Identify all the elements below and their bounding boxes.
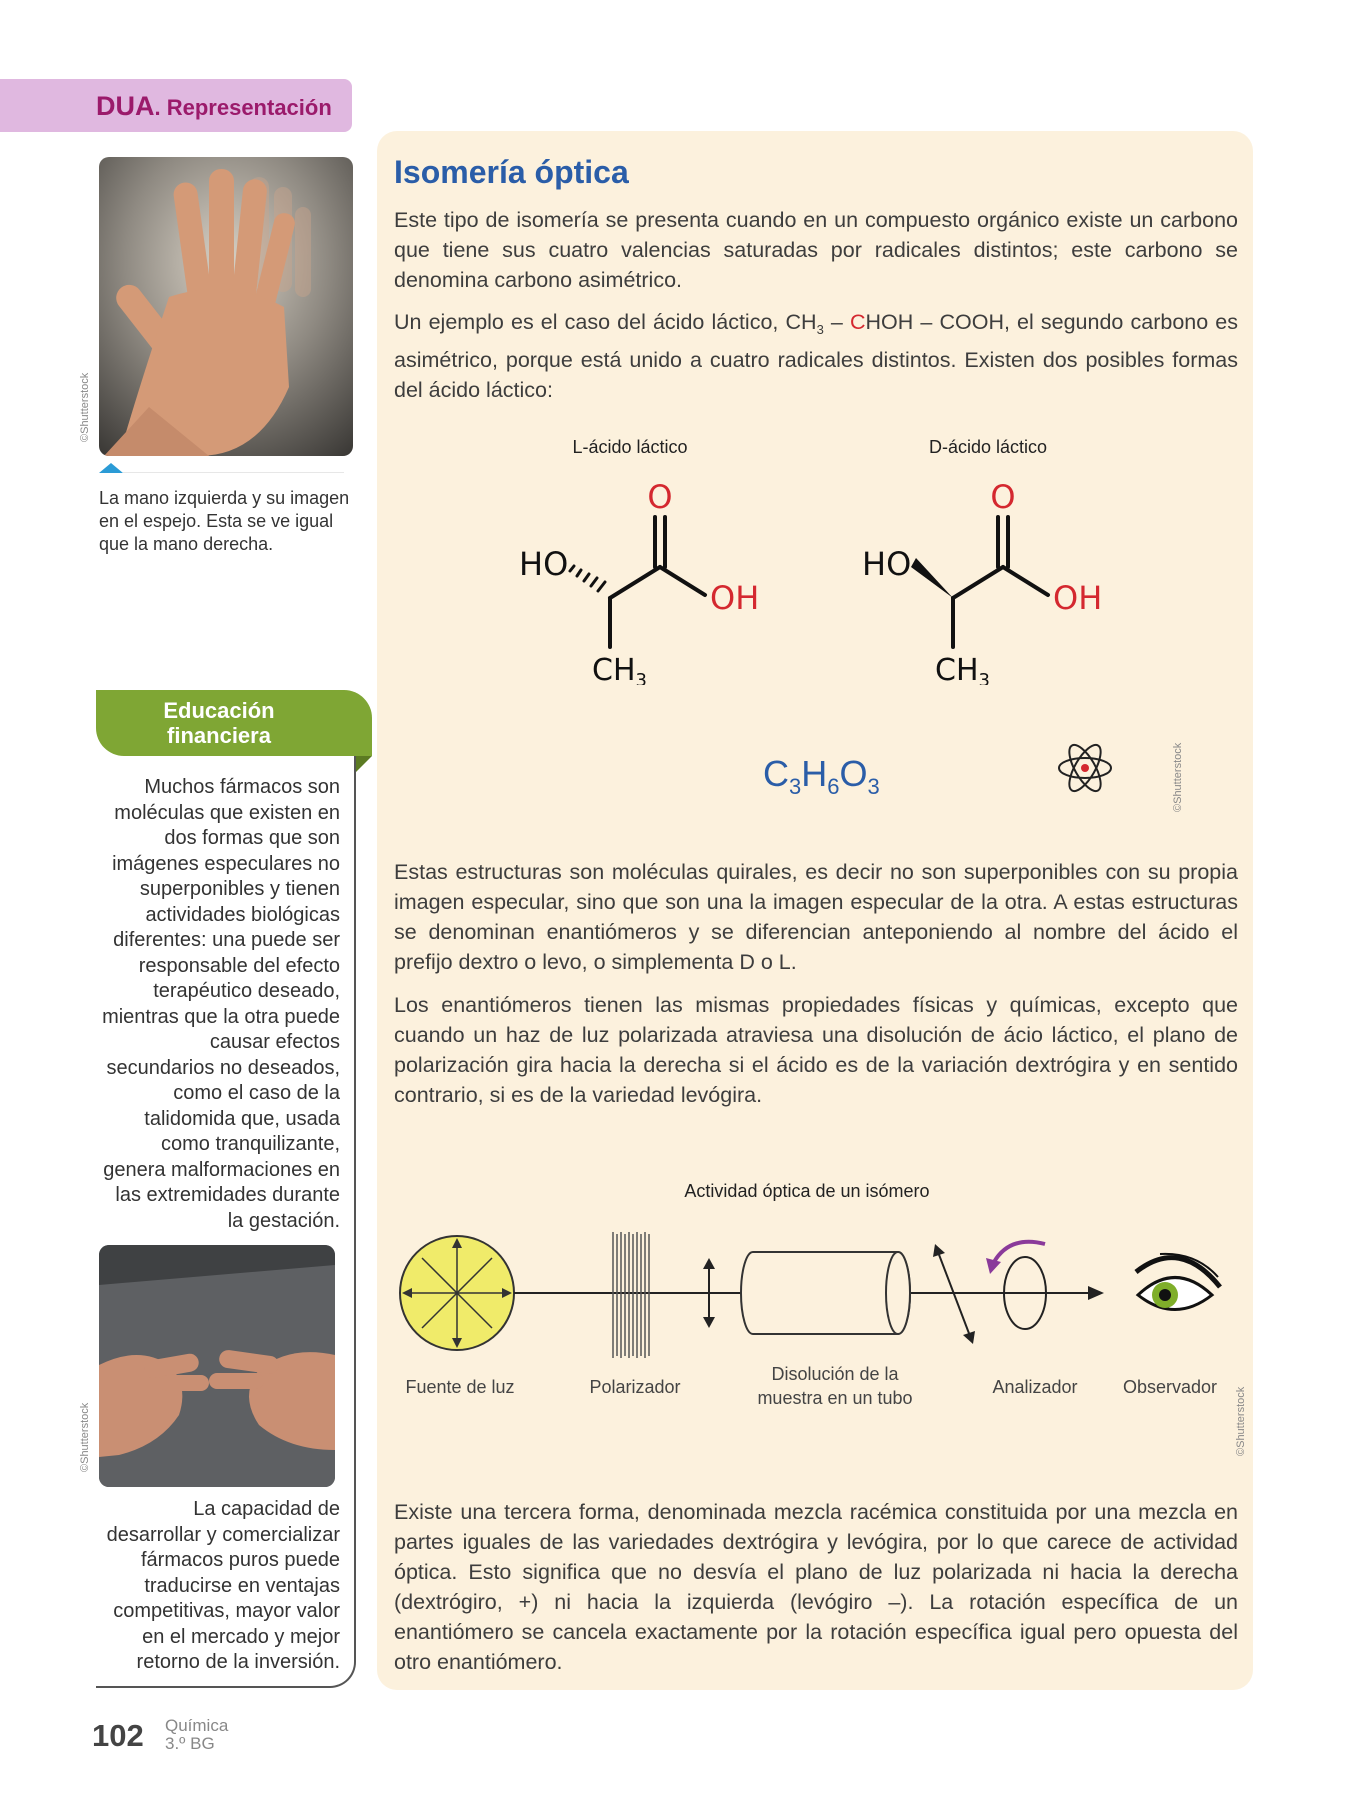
analyzer-icon	[986, 1242, 1046, 1329]
atom-credit: ©Shutterstock	[1172, 742, 1184, 812]
photo-credit-top: ©Shutterstock	[79, 372, 91, 442]
d-ho-label: HO	[862, 545, 912, 583]
photo-credit-bottom: ©Shutterstock	[79, 1402, 91, 1472]
label-tube-line2: muestra en un tubo	[757, 1388, 913, 1408]
braille-hands-photo	[99, 1245, 335, 1487]
polarizer-icon	[613, 1232, 649, 1358]
education-text-2: La capacidad de desarrollar y comercializar fármacos puros puede traducirse en ventajas competitivas, mayor valor en el mercado y mejor retorno de la inversión.	[106, 1498, 340, 1673]
diagram-title: Actividad óptica de un isómero	[684, 1181, 930, 1201]
label-polarizer: Polarizador	[589, 1377, 681, 1397]
l-lactic-structure	[510, 475, 770, 685]
label-light-source: Fuente de luz	[405, 1377, 515, 1397]
example-text-b: –	[823, 310, 850, 334]
education-tab	[96, 690, 372, 756]
dua-label-rest: . Representación	[154, 95, 332, 120]
l-lactic-label: L-ácido láctico	[572, 437, 688, 457]
mirror-hand-photo	[99, 157, 353, 456]
example-text-a: Un ejemplo es el caso del ácido láctico, CH	[394, 310, 817, 334]
d-lactic-label: D-ácido láctico	[928, 437, 1048, 457]
caption-pointer-icon	[99, 461, 359, 473]
paragraph-racemic: Existe una tercera forma, denominada mezcla racémica constituida por una mezcla en partes iguales de las variedades dextrógira y levógira, por lo que carece de actividad óptica. Esto significa que no desvía el plano de luz polarizada ni hacia la derecha (dextrógiro, +) ni hacia la izquierda (levógiro –). La rotación específica de un enantiómero se cancela exactamente por la rotación específica igual pero opuesta del otro enantiómero.	[394, 1500, 1238, 1674]
dua-tab	[0, 79, 352, 132]
d-oxygen-label: O	[990, 478, 1016, 516]
d-methyl-label	[935, 653, 990, 685]
footer-subject-name: Química	[165, 1716, 229, 1735]
l-oxygen-label: O	[647, 478, 673, 516]
tab-fold-icon	[356, 756, 372, 772]
l-methyl-label	[592, 653, 647, 685]
d-ch-text: CH	[935, 653, 979, 685]
footer-subject	[165, 1717, 228, 1753]
label-tube	[730, 1362, 940, 1410]
paragraph-example	[394, 307, 1238, 405]
sample-tube-icon	[741, 1252, 910, 1334]
diagram-credit: ©Shutterstock	[1235, 1386, 1247, 1456]
dua-label-strong: DUA	[96, 91, 155, 121]
molecular-formula	[763, 753, 880, 800]
l-ho-label	[519, 545, 568, 583]
label-analyzer: Analizador	[992, 1377, 1078, 1397]
education-text-1: Muchos fármacos son moléculas que existen en dos formas que son imágenes especulares no superponibles y tienen actividades biológicas diferentes: una puede ser responsable del efecto terapéutico deseado, mientras que la otra puede causar efectos secundarios no deseados, como el caso de la talidomida que, usada como tranquilizante, genera malformaciones en las extremidades durante la gestación.	[102, 776, 340, 1232]
formula-c: C	[763, 753, 789, 794]
l-ho-text: HO	[519, 545, 569, 583]
mirror-hand-caption: La mano izquierda y su imagen en el espejo. Esta se ve igual que la mano derecha.	[99, 488, 350, 554]
light-source-icon	[400, 1236, 514, 1350]
formula-o-count: 3	[867, 774, 880, 800]
l-ch-text: CH	[592, 653, 636, 685]
d-lactic-structure	[853, 475, 1113, 685]
formula-o: O	[839, 753, 868, 794]
l-methyl-sub: 3	[635, 670, 647, 685]
optical-activity-diagram	[390, 1232, 1250, 1362]
l-oh-label: OH	[710, 579, 760, 617]
wedge-bond	[911, 558, 953, 598]
example-text-c: HOH – COOH, el segundo carbono es asimétrico, porque está unido a cuatro radicales distintos. Existen dos posibles formas del ácido láctico:	[394, 310, 1239, 402]
formula-c-count: 3	[789, 774, 802, 800]
paragraph-enantiomers: Los enantiómeros tienen las mismas propiedades físicas y químicas, excepto que cuando un haz de luz polarizada atraviesa una disolución de ácio láctico, el plano de polarización gira hacia la derecha si el ácido es de la variación dextrógira y en sentido contrario, si es de la variedad levógira.	[394, 993, 1238, 1107]
formula-h: H	[801, 753, 828, 794]
section-title: Isomería óptica	[394, 154, 629, 190]
education-title-line1: Educación	[163, 698, 275, 723]
observer-eye-icon	[1136, 1254, 1220, 1310]
example-subscript: 3	[816, 322, 824, 337]
d-methyl-sub: 3	[978, 670, 990, 685]
paragraph-definition: Este tipo de isomería se presenta cuando en un compuesto orgánico existe un carbono que tiene sus cuatro valencias saturadas por radicales distintos; este carbono se denomina carbono asimétrico.	[394, 208, 1238, 292]
education-title-line2: financiera	[167, 723, 271, 748]
asymmetric-carbon-highlight: C	[849, 310, 866, 334]
page-number: 102	[92, 1718, 144, 1753]
d-oh-label: OH	[1053, 579, 1103, 617]
label-observer: Observador	[1122, 1377, 1218, 1397]
label-tube-line1: Disolución de la	[771, 1364, 899, 1384]
formula-h-count: 6	[827, 774, 840, 800]
paragraph-chiral: Estas estructuras son moléculas quirales, es decir no son superponibles con su propia imagen especular, sino que son una la imagen especular de la otra. A estas estructuras se denominan enantiómeros y se diferencian anteponiendo al nombre del ácido el prefijo dextro o levo, o simplementa D o L.	[394, 860, 1238, 974]
atom-icon	[1055, 738, 1115, 798]
footer-grade: 3.º BG	[165, 1734, 215, 1753]
